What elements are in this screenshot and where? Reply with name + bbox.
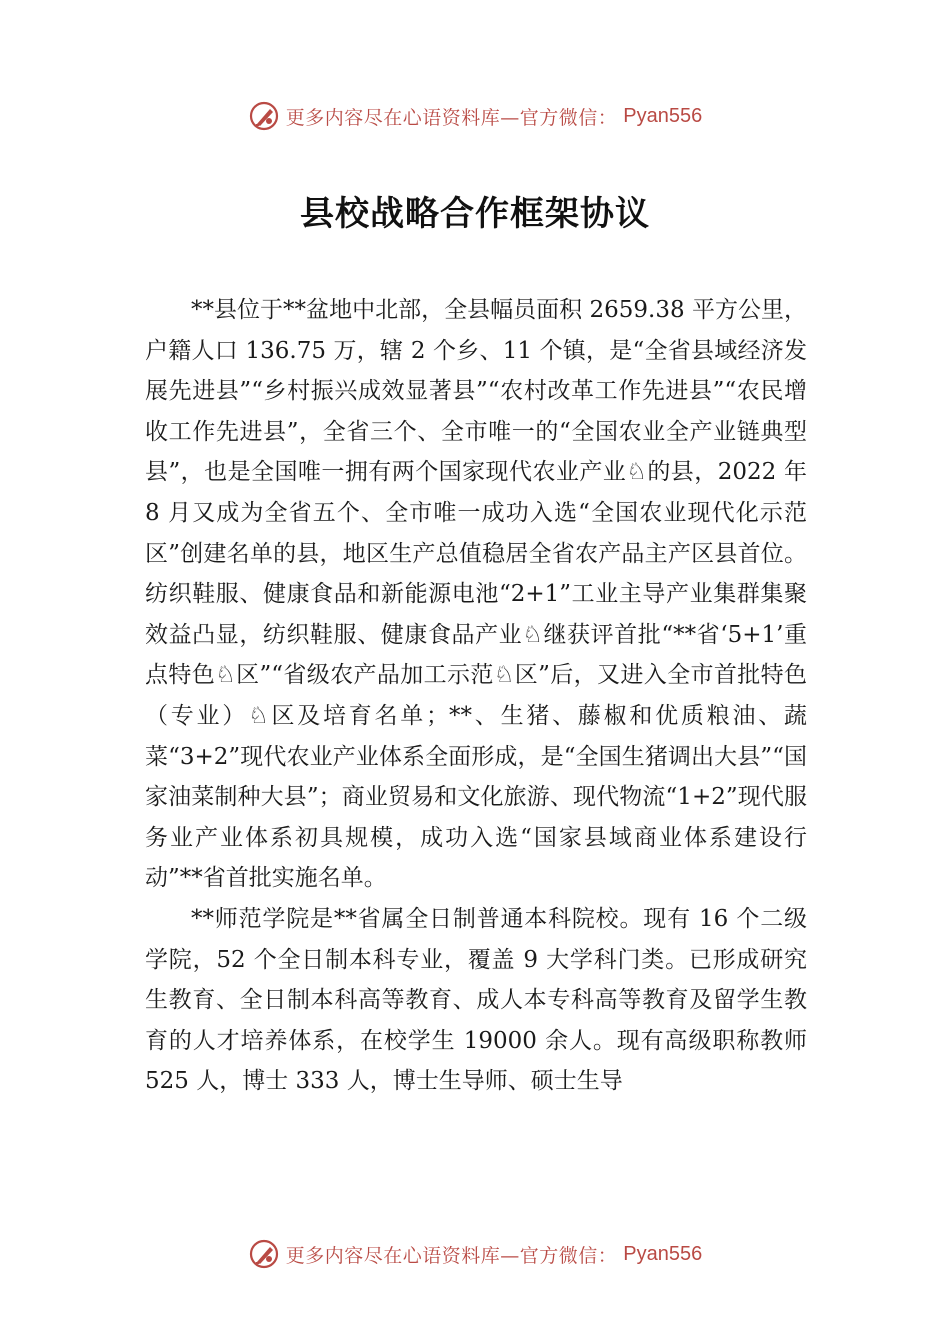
header-banner [0,96,950,136]
document-title: 县校战略合作框架协议 [300,194,650,234]
document-body [145,290,807,1102]
banner-text: 更多内容尽在心语资料库—官方微信： [285,106,618,129]
banner-text: 更多内容尽在心语资料库—官方微信： [285,1244,618,1267]
banner-wechat-handle: Pyan556 [623,1242,703,1265]
quill-pen-logo-icon [248,1238,280,1270]
quill-pen-logo-icon [248,100,280,132]
paragraph-county-intro: **县位于**盆地中北部，全县幅员面积 2659.38 平方公里，户籍人口 136.75 万，辖 2 个乡、11 个镇，是“全省县域经济发展先进县”“乡村振兴成效显著县”“农村改革工作先进县”“农民增收工作先进县”，全省三个、全市唯一的“全国农业全产业链典型县”，也是全国唯一拥有两个国家现代农业产业♘的县，2022 年 8 月又成为全省五个、全市唯一成功入选“全国农业现代化示范区”创建名单的县，地区生产总值稳居全省农产品主产区县首位。纺织鞋服、健康食品和新能源电池“2+1”工业主导产业集群集聚效益凸显，纺织鞋服、健康食品产业♘继获评首批“**省‘5+1’重点特色♘区”“省级农产品加工示范♘区”后，又进入全市首批特色（专业）♘区及培育名单；**、生猪、藤椒和优质粮油、蔬菜“3+2”现代农业产业体系全面形成，是“全国生猪调出大县”“国家油菜制种大县”；商业贸易和文化旅游、现代物流“1+2”现代服务业产业体系初具规模，成功入选“国家县域商业体系建设行动”**省首批实施名单。 [145,297,807,892]
paragraph-college-intro: **师范学院是**省属全日制普通本科院校。现有 16 个二级学院，52 个全日制本科专业，覆盖 9 大学科门类。已形成研究生教育、全日制本科高等教育、成人本专科高等教育及留学生教育的人才培养体系，在校学生 19000 余人。现有高级职称教师 525 人，博士 333 人，博士生导师、硕士生导 [145,905,807,1095]
footer-banner [0,1234,950,1274]
banner-wechat-handle: Pyan556 [623,104,703,127]
